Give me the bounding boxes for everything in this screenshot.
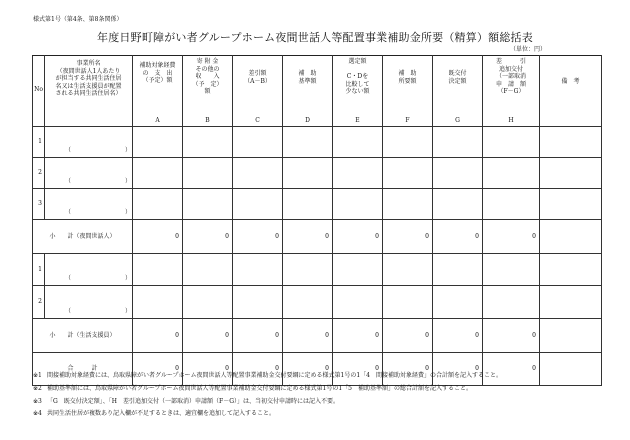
facility-name-cell[interactable]: （ ） bbox=[45, 127, 133, 158]
value-cell[interactable] bbox=[233, 286, 283, 319]
row-number: 3 bbox=[33, 189, 45, 220]
header-col-d: 補 助 基準額 D bbox=[283, 56, 333, 127]
footnote: ※2 補助基準額には、鳥取県障がい者グループホーム夜間世話人等配置事業補助金交付要綱に定める様式第1号の1「5 補助基準額」の総合計額を記入すること。 bbox=[33, 384, 472, 392]
footnote: ※3 「G 既交付決定額」、「H 差引追加交付（一部取消）申請額（F－G）」は、当初交付申請時には記入不要。 bbox=[33, 397, 339, 405]
table-row bbox=[33, 189, 602, 220]
value-cell[interactable] bbox=[133, 158, 183, 189]
value-cell[interactable] bbox=[333, 254, 383, 286]
value-cell[interactable] bbox=[133, 286, 183, 319]
unit-label: （単位：円） bbox=[510, 46, 547, 53]
value-cell[interactable] bbox=[433, 254, 483, 286]
table-row bbox=[33, 254, 602, 286]
value-cell[interactable] bbox=[283, 127, 333, 158]
subtotal-value: 0 bbox=[183, 319, 233, 353]
value-cell[interactable] bbox=[383, 127, 433, 158]
remarks-cell[interactable] bbox=[540, 353, 602, 386]
subtotal-value: 0 bbox=[433, 220, 483, 254]
value-cell[interactable] bbox=[383, 286, 433, 319]
facility-name-cell[interactable]: （ ） bbox=[45, 189, 133, 220]
remarks-cell[interactable] bbox=[540, 220, 602, 254]
table-row bbox=[33, 286, 602, 319]
summary-table bbox=[32, 55, 602, 386]
value-cell[interactable] bbox=[283, 189, 333, 220]
value-cell[interactable] bbox=[233, 158, 283, 189]
remarks-cell[interactable] bbox=[540, 189, 602, 220]
value-cell[interactable] bbox=[333, 127, 383, 158]
value-cell[interactable] bbox=[233, 189, 283, 220]
page-title: 年度日野町障がい者グループホーム夜間世話人等配置事業補助金所要（精算）額総括表 bbox=[97, 31, 533, 44]
value-cell[interactable] bbox=[183, 254, 233, 286]
subtotal-value: 0 bbox=[483, 319, 540, 353]
subtotal-row-support-staff bbox=[33, 319, 602, 353]
subtotal-value: 0 bbox=[183, 220, 233, 254]
header-col-c: 差引額 （A－B） C bbox=[233, 56, 283, 127]
value-cell[interactable] bbox=[483, 189, 540, 220]
header-row bbox=[33, 56, 602, 127]
value-cell[interactable] bbox=[283, 158, 333, 189]
subtotal-value: 0 bbox=[283, 319, 333, 353]
subtotal-value: 0 bbox=[333, 220, 383, 254]
subtotal-value: 0 bbox=[383, 220, 433, 254]
row-number: 2 bbox=[33, 158, 45, 189]
value-cell[interactable] bbox=[283, 286, 333, 319]
header-col-f: 補 助 所要額 F bbox=[383, 56, 433, 127]
subtotal-value: 0 bbox=[133, 319, 183, 353]
form-number: 様式第1号（第4条、第8条関係） bbox=[33, 16, 123, 23]
header-col-h: 差 引 追加交付 （一部取消 申 請 額 （F－G） H bbox=[483, 56, 540, 127]
facility-name-cell[interactable]: （ ） bbox=[45, 158, 133, 189]
total-value: 0 bbox=[383, 353, 433, 386]
subtotal-value: 0 bbox=[483, 220, 540, 254]
subtotal-value: 0 bbox=[283, 220, 333, 254]
header-col-e: 選定額 C・Dを 比較して 少ない額 E bbox=[333, 56, 383, 127]
subtotal-row-night-staff bbox=[33, 220, 602, 254]
value-cell[interactable] bbox=[433, 127, 483, 158]
footnote: ※4 共同生活住居が複数あり記入欄が不足するときは、適宜欄を追加して記入すること。 bbox=[33, 410, 276, 418]
header-col-b: 寄 附 金 その他の 収 入 （予 定） 額 B bbox=[183, 56, 233, 127]
total-value: 0 bbox=[183, 353, 233, 386]
value-cell[interactable] bbox=[283, 254, 333, 286]
value-cell[interactable] bbox=[333, 286, 383, 319]
total-value: 0 bbox=[483, 353, 540, 386]
footnote: ※1 間接補助対象経費には、鳥取県障がい者グループホーム夜間世話人等配置事業補助金交付要綱に定める様式第1号の1「4 間接補助対象経費」の合計額を記入すること。 bbox=[33, 372, 502, 379]
value-cell[interactable] bbox=[183, 189, 233, 220]
value-cell[interactable] bbox=[333, 158, 383, 189]
subtotal-value: 0 bbox=[233, 319, 283, 353]
remarks-cell[interactable] bbox=[540, 127, 602, 158]
total-value: 0 bbox=[433, 353, 483, 386]
facility-name-cell[interactable]: （ ） bbox=[45, 286, 133, 319]
value-cell[interactable] bbox=[133, 189, 183, 220]
total-value: 0 bbox=[333, 353, 383, 386]
footnotes bbox=[33, 370, 502, 421]
value-cell[interactable] bbox=[483, 286, 540, 319]
value-cell[interactable] bbox=[383, 158, 433, 189]
remarks-cell[interactable] bbox=[540, 158, 602, 189]
total-label: 合 計 bbox=[33, 353, 133, 386]
value-cell[interactable] bbox=[483, 158, 540, 189]
value-cell[interactable] bbox=[433, 158, 483, 189]
value-cell[interactable] bbox=[233, 254, 283, 286]
facility-name-cell[interactable]: （ ） bbox=[45, 254, 133, 286]
remarks-cell[interactable] bbox=[540, 254, 602, 286]
table-row bbox=[33, 158, 602, 189]
table-row bbox=[33, 127, 602, 158]
subtotal-value: 0 bbox=[433, 319, 483, 353]
value-cell[interactable] bbox=[483, 254, 540, 286]
header-facility-name: 事業所名 （夜間世話人1人あたり が担当する共同生活住居 名又は生活支援員が配置 される共同生活住居名） bbox=[45, 56, 133, 127]
value-cell[interactable] bbox=[133, 127, 183, 158]
value-cell[interactable] bbox=[133, 254, 183, 286]
value-cell[interactable] bbox=[483, 127, 540, 158]
value-cell[interactable] bbox=[433, 189, 483, 220]
subtotal-value: 0 bbox=[133, 220, 183, 254]
total-value: 0 bbox=[233, 353, 283, 386]
subtotal-value: 0 bbox=[383, 319, 433, 353]
value-cell[interactable] bbox=[183, 127, 233, 158]
value-cell[interactable] bbox=[433, 286, 483, 319]
row-number: 1 bbox=[33, 254, 45, 286]
value-cell[interactable] bbox=[183, 286, 233, 319]
remarks-cell[interactable] bbox=[540, 319, 602, 353]
subtotal-label: 小 計（生活支援員） bbox=[33, 319, 133, 353]
total-value: 0 bbox=[133, 353, 183, 386]
value-cell[interactable] bbox=[383, 189, 433, 220]
row-number: 1 bbox=[33, 127, 45, 158]
total-value: 0 bbox=[283, 353, 333, 386]
value-cell[interactable] bbox=[333, 189, 383, 220]
header-col-g: 既交付 決定額 G bbox=[433, 56, 483, 127]
subtotal-label: 小 計（夜間世話人） bbox=[33, 220, 133, 254]
subtotal-value: 0 bbox=[233, 220, 283, 254]
subtotal-value: 0 bbox=[333, 319, 383, 353]
remarks-cell[interactable] bbox=[540, 286, 602, 319]
header-no: No bbox=[33, 56, 45, 127]
value-cell[interactable] bbox=[383, 254, 433, 286]
header-col-a: 補助対象経費 の 支 出 （予定）額 A bbox=[133, 56, 183, 127]
value-cell[interactable] bbox=[233, 127, 283, 158]
value-cell[interactable] bbox=[183, 158, 233, 189]
row-number: 2 bbox=[33, 286, 45, 319]
header-remarks: 備 考 bbox=[540, 56, 602, 127]
